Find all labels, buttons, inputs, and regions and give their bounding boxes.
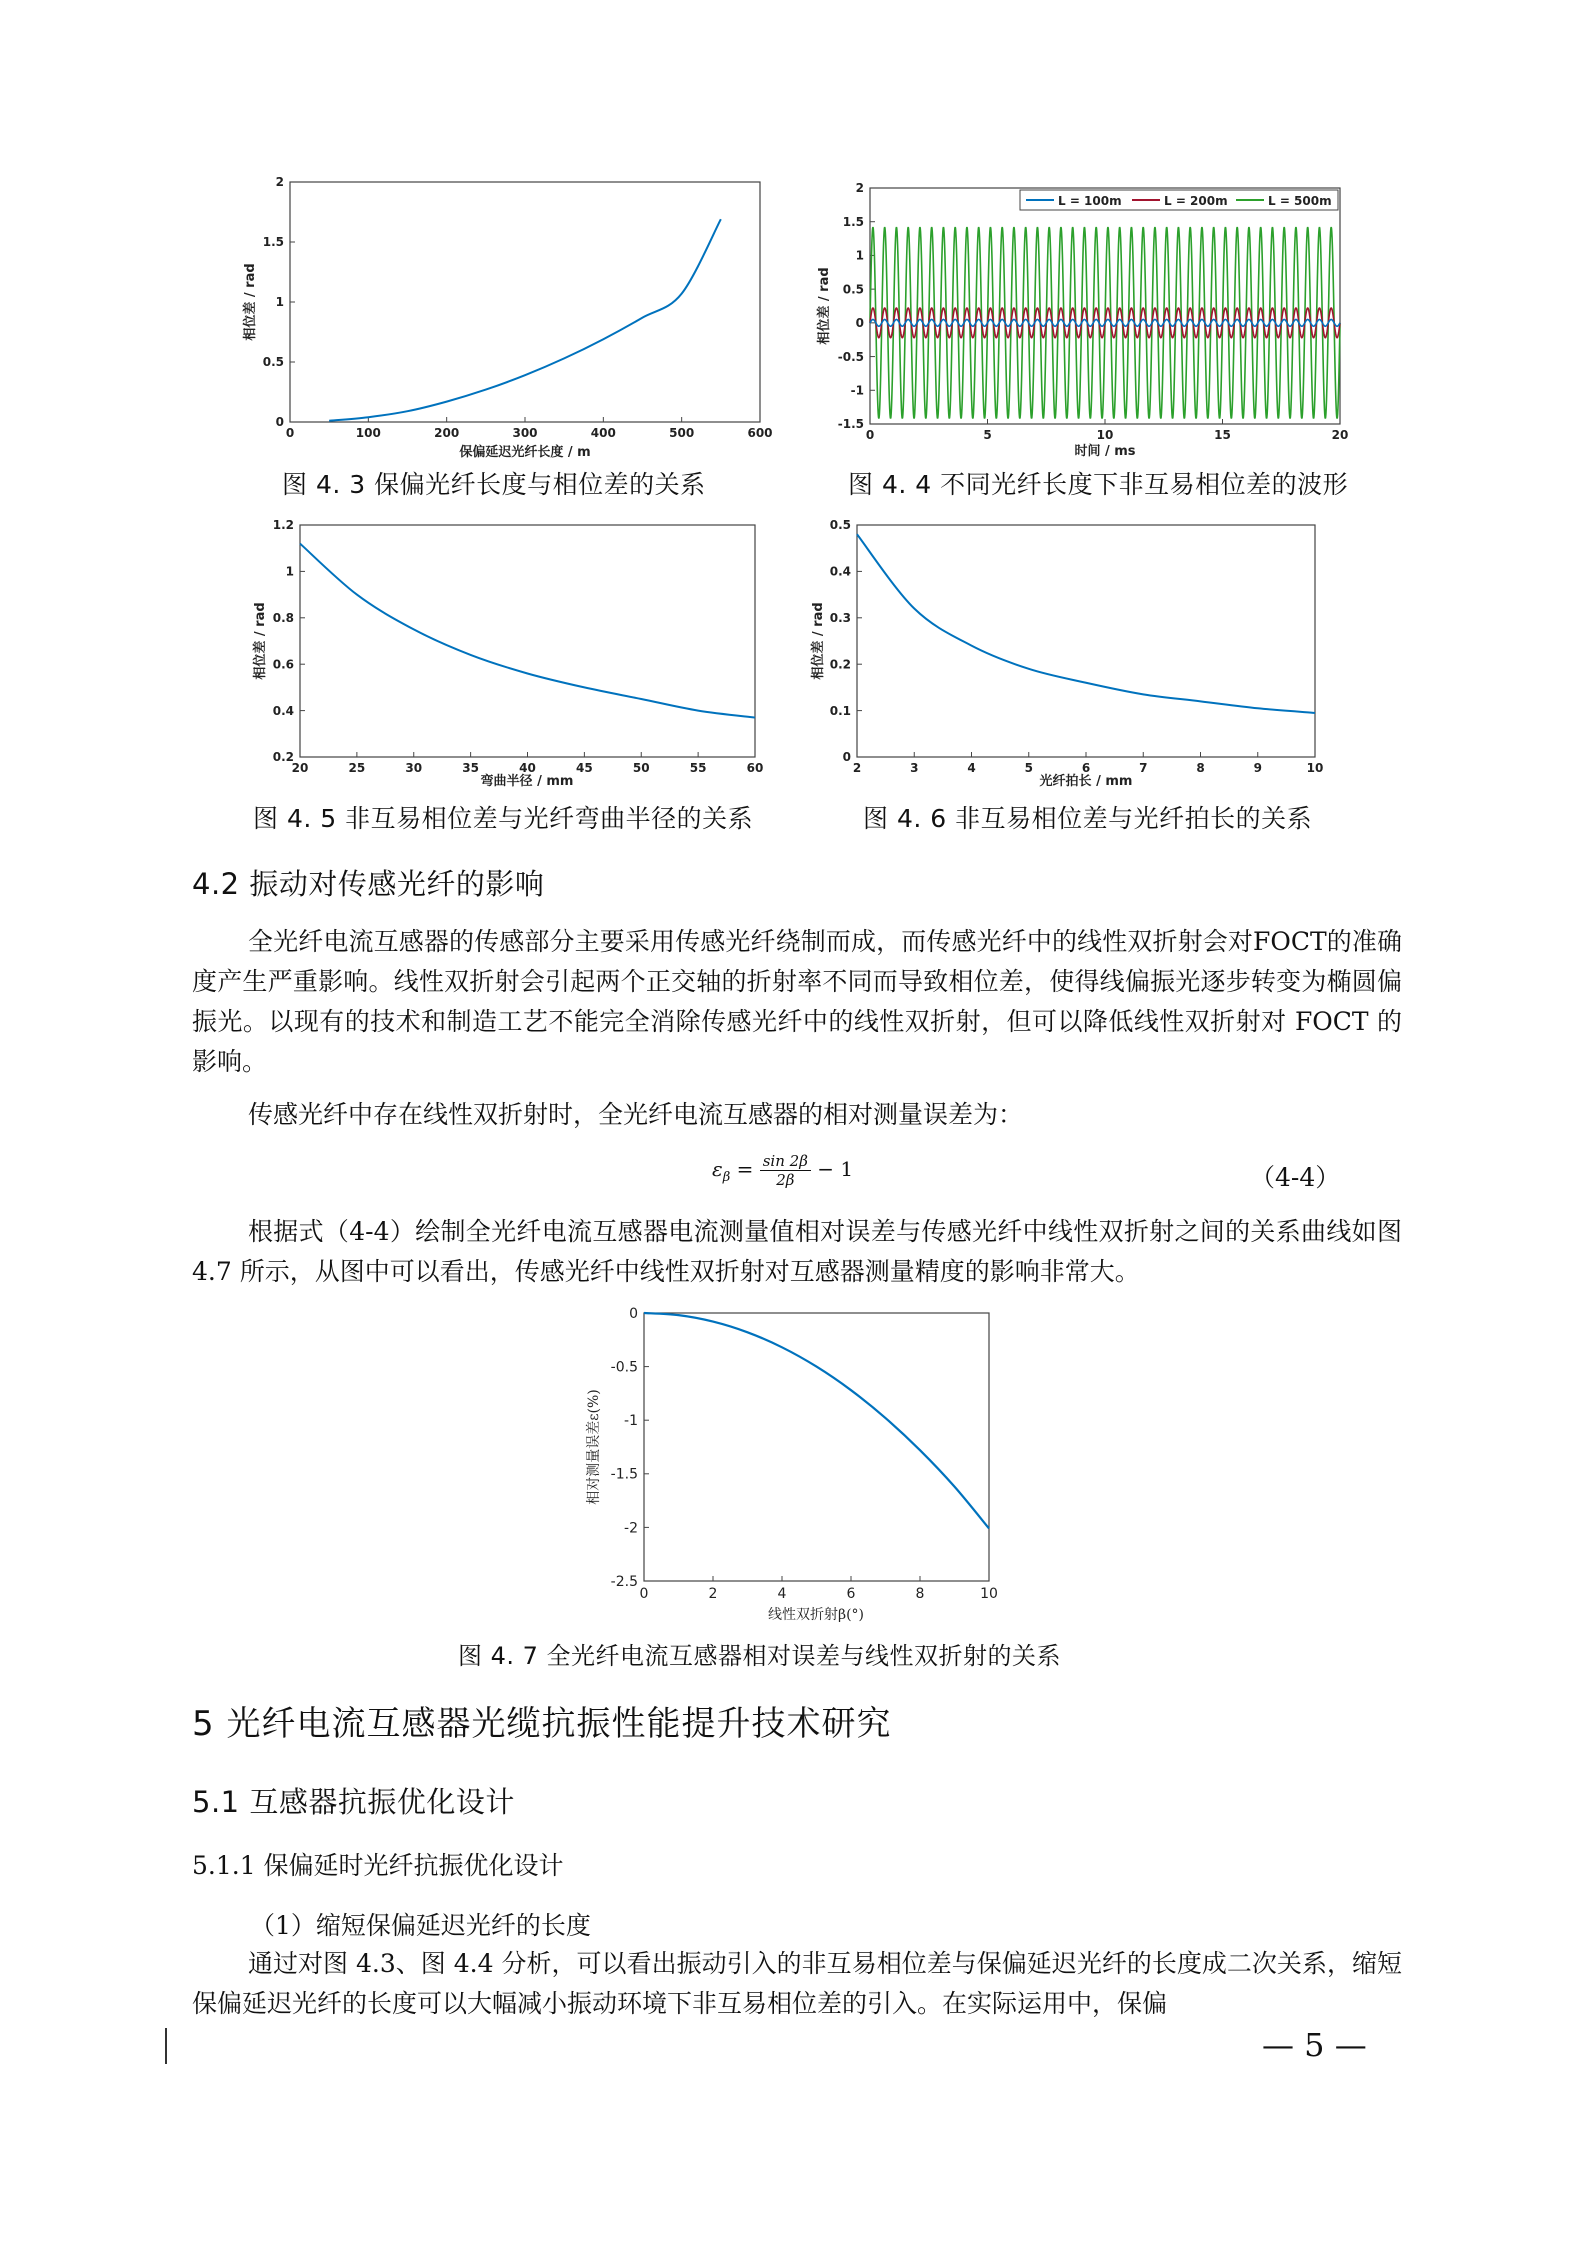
paragraph-1: 全光纤电流互感器的传感部分主要采用传感光纤绕制而成，而传感光纤中的线性双折射会对FOCT的准确度产生严重影响。线性双折射会引起两个正交轴的折射率不同而导致相位差，使得线偏振光逐步转变为椭圆偏振光。以现有的技术和制造工艺不能完全消除传感光纤中的线性双折射，但可以降低线性双折射对 FOCT 的影响。 bbox=[192, 927, 1402, 1076]
y-tick-label: 0 bbox=[629, 1305, 638, 1322]
y-tick-label: 0.5 bbox=[842, 282, 864, 297]
x-tick-label: 60 bbox=[746, 761, 764, 775]
y-tick-label: 1.2 bbox=[272, 518, 294, 533]
y-tick-label: -1.5 bbox=[837, 417, 864, 432]
fig44-chart bbox=[810, 170, 1370, 470]
fig46-chart bbox=[800, 515, 1360, 790]
fig44-caption: 图 4. 4 不同光纤长度下非互易相位差的波形 bbox=[848, 470, 1349, 499]
fig45-caption: 图 4. 5 非互易相位差与光纤弯曲半径的关系 bbox=[253, 804, 754, 833]
equation-4-4: $\varepsilon_\beta$ = $\frac{\sin 2\beta}{2\beta}$ − 1 bbox=[712, 1152, 854, 1189]
x-tick-label: 0 bbox=[639, 1586, 649, 1602]
y-tick-label: 1 bbox=[275, 295, 284, 310]
fig46-x-label: 光纤拍长 / mm bbox=[1039, 774, 1133, 789]
fig43-chart bbox=[230, 170, 790, 470]
x-tick-label: 6 bbox=[846, 1586, 856, 1602]
fig47-plot-frame bbox=[644, 1313, 989, 1581]
x-tick-label: 4 bbox=[777, 1586, 787, 1602]
x-tick-label: 25 bbox=[348, 761, 366, 775]
fig44-legend-l100: L = 100m bbox=[1058, 194, 1122, 208]
fig44-legend-l500: L = 500m bbox=[1268, 194, 1332, 208]
equation-rest: − 1 bbox=[817, 1157, 854, 1181]
fig43-y-label: 相位差 / rad bbox=[243, 263, 258, 341]
fig44-y-label: 相位差 / rad bbox=[817, 267, 832, 345]
paragraph-3: 根据式（4-4）绘制全光纤电流互感器电流测量值相对误差与传感光纤中线性双折射之间的关系曲线如图 4.7 所示，从图中可以看出，传感光纤中线性双折射对互感器测量精度的影响非常大。 bbox=[192, 1217, 1402, 1286]
fig46-y-label: 相位差 / rad bbox=[811, 602, 826, 680]
y-tick-label: -2 bbox=[624, 1520, 638, 1537]
x-tick-label: 15 bbox=[1214, 428, 1231, 442]
y-tick-label: 0.6 bbox=[272, 657, 294, 672]
y-tick-label: 2 bbox=[275, 175, 284, 190]
x-tick-label: 5 bbox=[983, 428, 992, 442]
y-tick-label: 0.2 bbox=[272, 750, 294, 765]
section-5-1-1-heading: 5.1.1 保偏延时光纤抗振优化设计 bbox=[192, 1851, 564, 1880]
x-tick-label: 0 bbox=[285, 426, 295, 440]
paragraph-4: 通过对图 4.3、图 4.4 分析，可以看出振动引入的非互易相位差与保偏延迟光纤的长度成二次关系，缩短保偏延迟光纤的长度可以大幅减小振动环境下非互易相位差的引入。在实际运用中，保偏 bbox=[192, 1949, 1402, 2018]
fig45-x-label: 弯曲半径 / mm bbox=[480, 774, 574, 789]
x-tick-label: 5 bbox=[1024, 761, 1033, 775]
y-tick-label: 1 bbox=[285, 564, 294, 579]
x-tick-label: 0 bbox=[865, 428, 875, 442]
fig47-caption: 图 4. 7 全光纤电流互感器相对误差与线性双折射的关系 bbox=[458, 1642, 1062, 1670]
y-tick-label: 1 bbox=[855, 248, 864, 263]
x-tick-label: 30 bbox=[405, 761, 423, 775]
page-number: — 5 — bbox=[1262, 2026, 1367, 2064]
x-tick-label: 50 bbox=[632, 761, 650, 775]
x-tick-label: 500 bbox=[669, 426, 695, 440]
section-5-heading: 5 光纤电流互感器光缆抗振性能提升技术研究 bbox=[192, 1704, 892, 1744]
y-tick-label: 0.5 bbox=[262, 355, 284, 370]
y-tick-label: -2.5 bbox=[610, 1573, 638, 1590]
equation-lhs-sub: β bbox=[722, 1170, 731, 1185]
x-tick-label: 7 bbox=[1139, 761, 1148, 775]
section-5-1-heading: 5.1 互感器抗振优化设计 bbox=[192, 1785, 515, 1819]
y-tick-label: 0 bbox=[855, 316, 864, 331]
fig45-plot-frame bbox=[300, 525, 755, 757]
fig47-x-label: 线性双折射β(°) bbox=[767, 1607, 865, 1623]
x-tick-label: 20 bbox=[291, 761, 309, 775]
y-tick-label: -0.5 bbox=[837, 349, 864, 364]
x-tick-label: 20 bbox=[1331, 428, 1349, 442]
x-tick-label: 35 bbox=[462, 761, 479, 775]
x-tick-label: 400 bbox=[590, 426, 616, 440]
y-tick-label: 0 bbox=[275, 415, 284, 430]
fig44-legend-l200: L = 200m bbox=[1164, 194, 1228, 208]
equation-label: （4-4） bbox=[1250, 1163, 1341, 1192]
x-tick-label: 4 bbox=[967, 761, 976, 775]
y-tick-label: -0.5 bbox=[610, 1359, 638, 1376]
fig44-x-label: 时间 / ms bbox=[1074, 444, 1136, 459]
x-tick-label: 10 bbox=[1096, 428, 1114, 442]
x-tick-label: 200 bbox=[434, 426, 460, 440]
x-tick-label: 100 bbox=[355, 426, 381, 440]
y-tick-label: -1.5 bbox=[610, 1466, 638, 1483]
y-tick-label: 2 bbox=[855, 181, 864, 196]
fig47-chart bbox=[580, 1305, 1010, 1625]
x-tick-label: 45 bbox=[576, 761, 593, 775]
fig45-y-label: 相位差 / rad bbox=[253, 602, 268, 680]
x-tick-label: 9 bbox=[1253, 761, 1262, 775]
margin-rule bbox=[165, 2028, 167, 2064]
equation-numerator: sin 2β bbox=[760, 1152, 811, 1171]
y-tick-label: 0 bbox=[842, 750, 851, 765]
x-tick-label: 6 bbox=[1081, 761, 1091, 775]
fig43-caption: 图 4. 3 保偏光纤长度与相位差的关系 bbox=[282, 470, 706, 499]
paragraph-2: 传感光纤中存在线性双折射时，全光纤电流互感器的相对测量误差为： bbox=[248, 1100, 1024, 1129]
y-tick-label: 0.4 bbox=[272, 703, 294, 718]
fig43-x-label: 保偏延迟光纤长度 / m bbox=[459, 445, 591, 460]
x-tick-label: 2 bbox=[852, 761, 862, 775]
y-tick-label: 0.2 bbox=[829, 657, 851, 672]
fig47-y-label: 相对测量误差ε(%) bbox=[586, 1389, 602, 1505]
x-tick-label: 10 bbox=[1306, 761, 1324, 775]
x-tick-label: 8 bbox=[915, 1586, 925, 1602]
x-tick-label: 3 bbox=[910, 761, 919, 775]
y-tick-label: -1 bbox=[624, 1413, 638, 1430]
y-tick-label: 0.3 bbox=[829, 611, 851, 625]
fig44-legend bbox=[1020, 190, 1338, 210]
y-tick-label: 1.5 bbox=[842, 214, 864, 229]
y-tick-label: 0.1 bbox=[829, 703, 851, 718]
x-tick-label: 600 bbox=[747, 426, 773, 440]
list-item-1: （1）缩短保偏延迟光纤的长度 bbox=[250, 1911, 591, 1940]
y-tick-label: 0.8 bbox=[272, 611, 294, 625]
x-tick-label: 8 bbox=[1196, 761, 1205, 775]
x-tick-label: 10 bbox=[980, 1586, 998, 1602]
equation-denominator: 2β bbox=[776, 1171, 795, 1189]
y-tick-label: 0.5 bbox=[829, 518, 851, 533]
fig46-plot-frame bbox=[857, 525, 1315, 757]
fig45-chart bbox=[240, 515, 800, 790]
y-tick-label: 1.5 bbox=[262, 235, 284, 250]
y-tick-label: -1 bbox=[850, 383, 864, 398]
fig46-caption: 图 4. 6 非互易相位差与光纤拍长的关系 bbox=[863, 804, 1313, 833]
section-4-2-heading: 4.2 振动对传感光纤的影响 bbox=[192, 867, 545, 901]
x-tick-label: 2 bbox=[708, 1586, 718, 1602]
x-tick-label: 300 bbox=[512, 426, 538, 440]
y-tick-label: 0.4 bbox=[829, 564, 851, 579]
x-tick-label: 55 bbox=[689, 761, 707, 775]
equation-lhs: ε bbox=[712, 1157, 723, 1181]
x-tick-label: 40 bbox=[519, 761, 536, 775]
fig43-plot-frame bbox=[290, 182, 760, 422]
